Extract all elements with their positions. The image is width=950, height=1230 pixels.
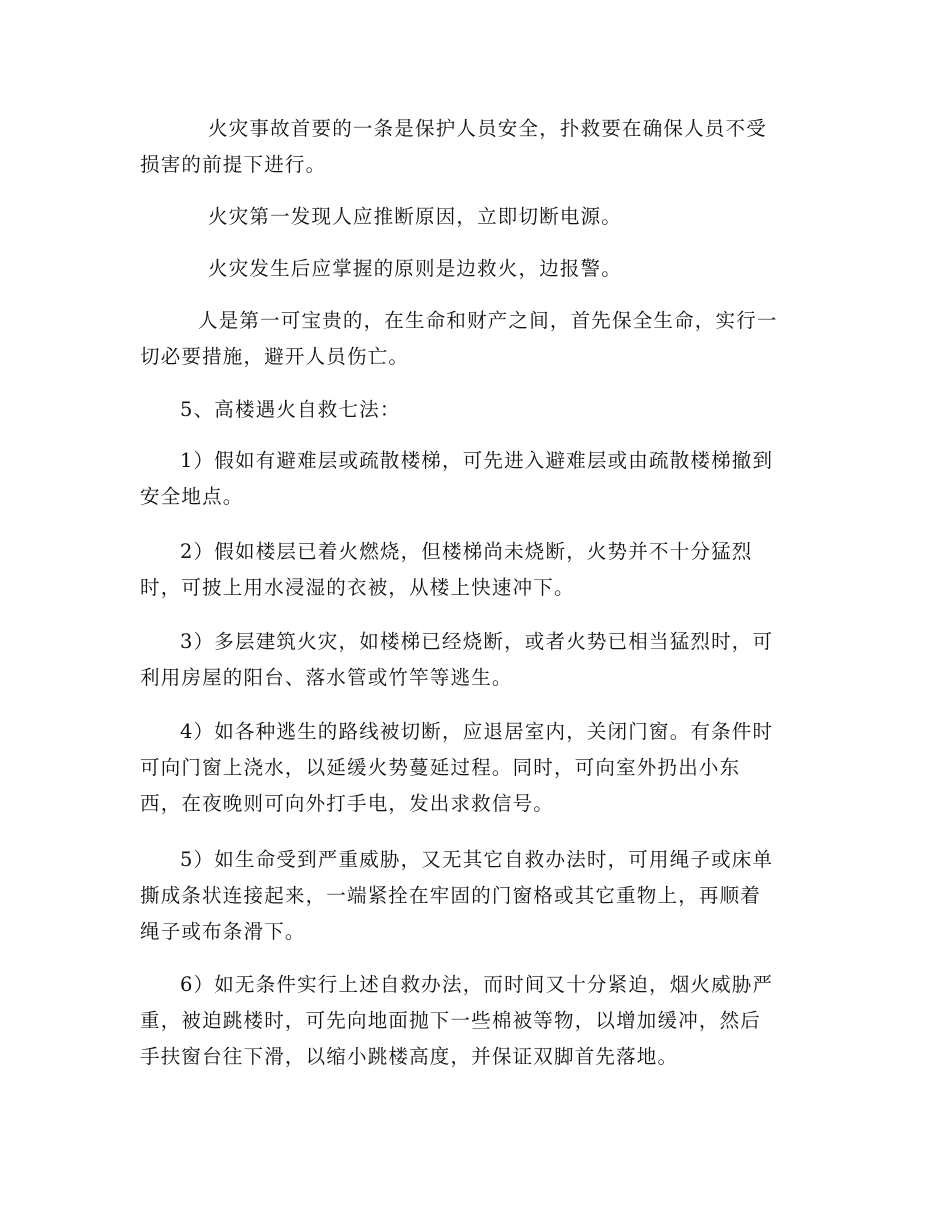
paragraph-line: 手扶窗台往下滑，以缩小跳楼高度，并保证双脚首先落地。	[140, 1045, 679, 1068]
paragraph-4	[140, 303, 808, 375]
paragraph-line: 撕成条状连接起来，一端紧拴在牢固的门窗格或其它重物上，再顺着	[140, 884, 762, 907]
paragraph-1	[140, 111, 808, 183]
paragraph-line: 1）假如有避难层或疏散楼梯，可先进入避难层或由疏散楼梯撤到	[180, 449, 774, 472]
paragraph-item-6	[140, 967, 808, 1075]
paragraph-line: 2）假如楼层已着火燃烧，但楼梯尚未烧断，火势并不十分猛烈	[180, 540, 753, 563]
paragraph-line: 5、高楼遇火自救七法：	[180, 398, 401, 421]
paragraph-line: 安全地点。	[140, 485, 244, 508]
paragraph-item-2	[140, 534, 808, 606]
paragraph-line: 5）如生命受到严重威胁，又无其它自救办法时，可用绳子或床单	[180, 848, 774, 871]
paragraph-3	[140, 251, 808, 287]
paragraph-line: 火灾发生后应掌握的原则是边救火，边报警。	[208, 257, 623, 280]
paragraph-line: 利用房屋的阳台、落水管或竹竿等逃生。	[140, 666, 513, 689]
paragraph-2	[140, 199, 808, 235]
paragraph-line: 3）多层建筑火灾，如楼梯已经烧断，或者火势已相当猛烈时，可	[180, 630, 774, 653]
paragraph-line: 重，被迫跳楼时，可先向地面抛下一些棉被等物，以增加缓冲，然后	[140, 1009, 762, 1032]
paragraph-line: 可向门窗上浇水，以延缓火势蔓延过程。同时，可向室外扔出小东	[140, 756, 741, 779]
section-heading	[140, 392, 808, 428]
paragraph-item-3	[140, 624, 808, 696]
paragraph-item-5	[140, 842, 808, 950]
paragraph-line: 6）如无条件实行上述自救办法，而时间又十分紧迫，烟火威胁严	[180, 973, 774, 996]
paragraph-line: 火灾事故首要的一条是保护人员安全，扑救要在确保人员不受	[208, 117, 767, 140]
paragraph-line: 绳子或布条滑下。	[140, 920, 306, 943]
paragraph-item-4	[140, 714, 808, 822]
paragraph-line: 切必要措施，避开人员伤亡。	[140, 345, 410, 368]
paragraph-line: 人是第一可宝贵的，在生命和财产之间，首先保全生命，实行一	[198, 309, 778, 332]
paragraph-line: 损害的前提下进行。	[140, 153, 327, 176]
paragraph-line: 时，可披上用水浸湿的衣被，从楼上快速冲下。	[140, 576, 575, 599]
paragraph-line: 火灾第一发现人应推断原因，立即切断电源。	[208, 205, 623, 228]
paragraph-line: 西，在夜晚则可向外打手电，发出求救信号。	[140, 792, 555, 815]
paragraph-line: 4）如各种逃生的路线被切断，应退居室内，关闭门窗。有条件时	[180, 720, 774, 743]
paragraph-item-1	[140, 443, 808, 515]
